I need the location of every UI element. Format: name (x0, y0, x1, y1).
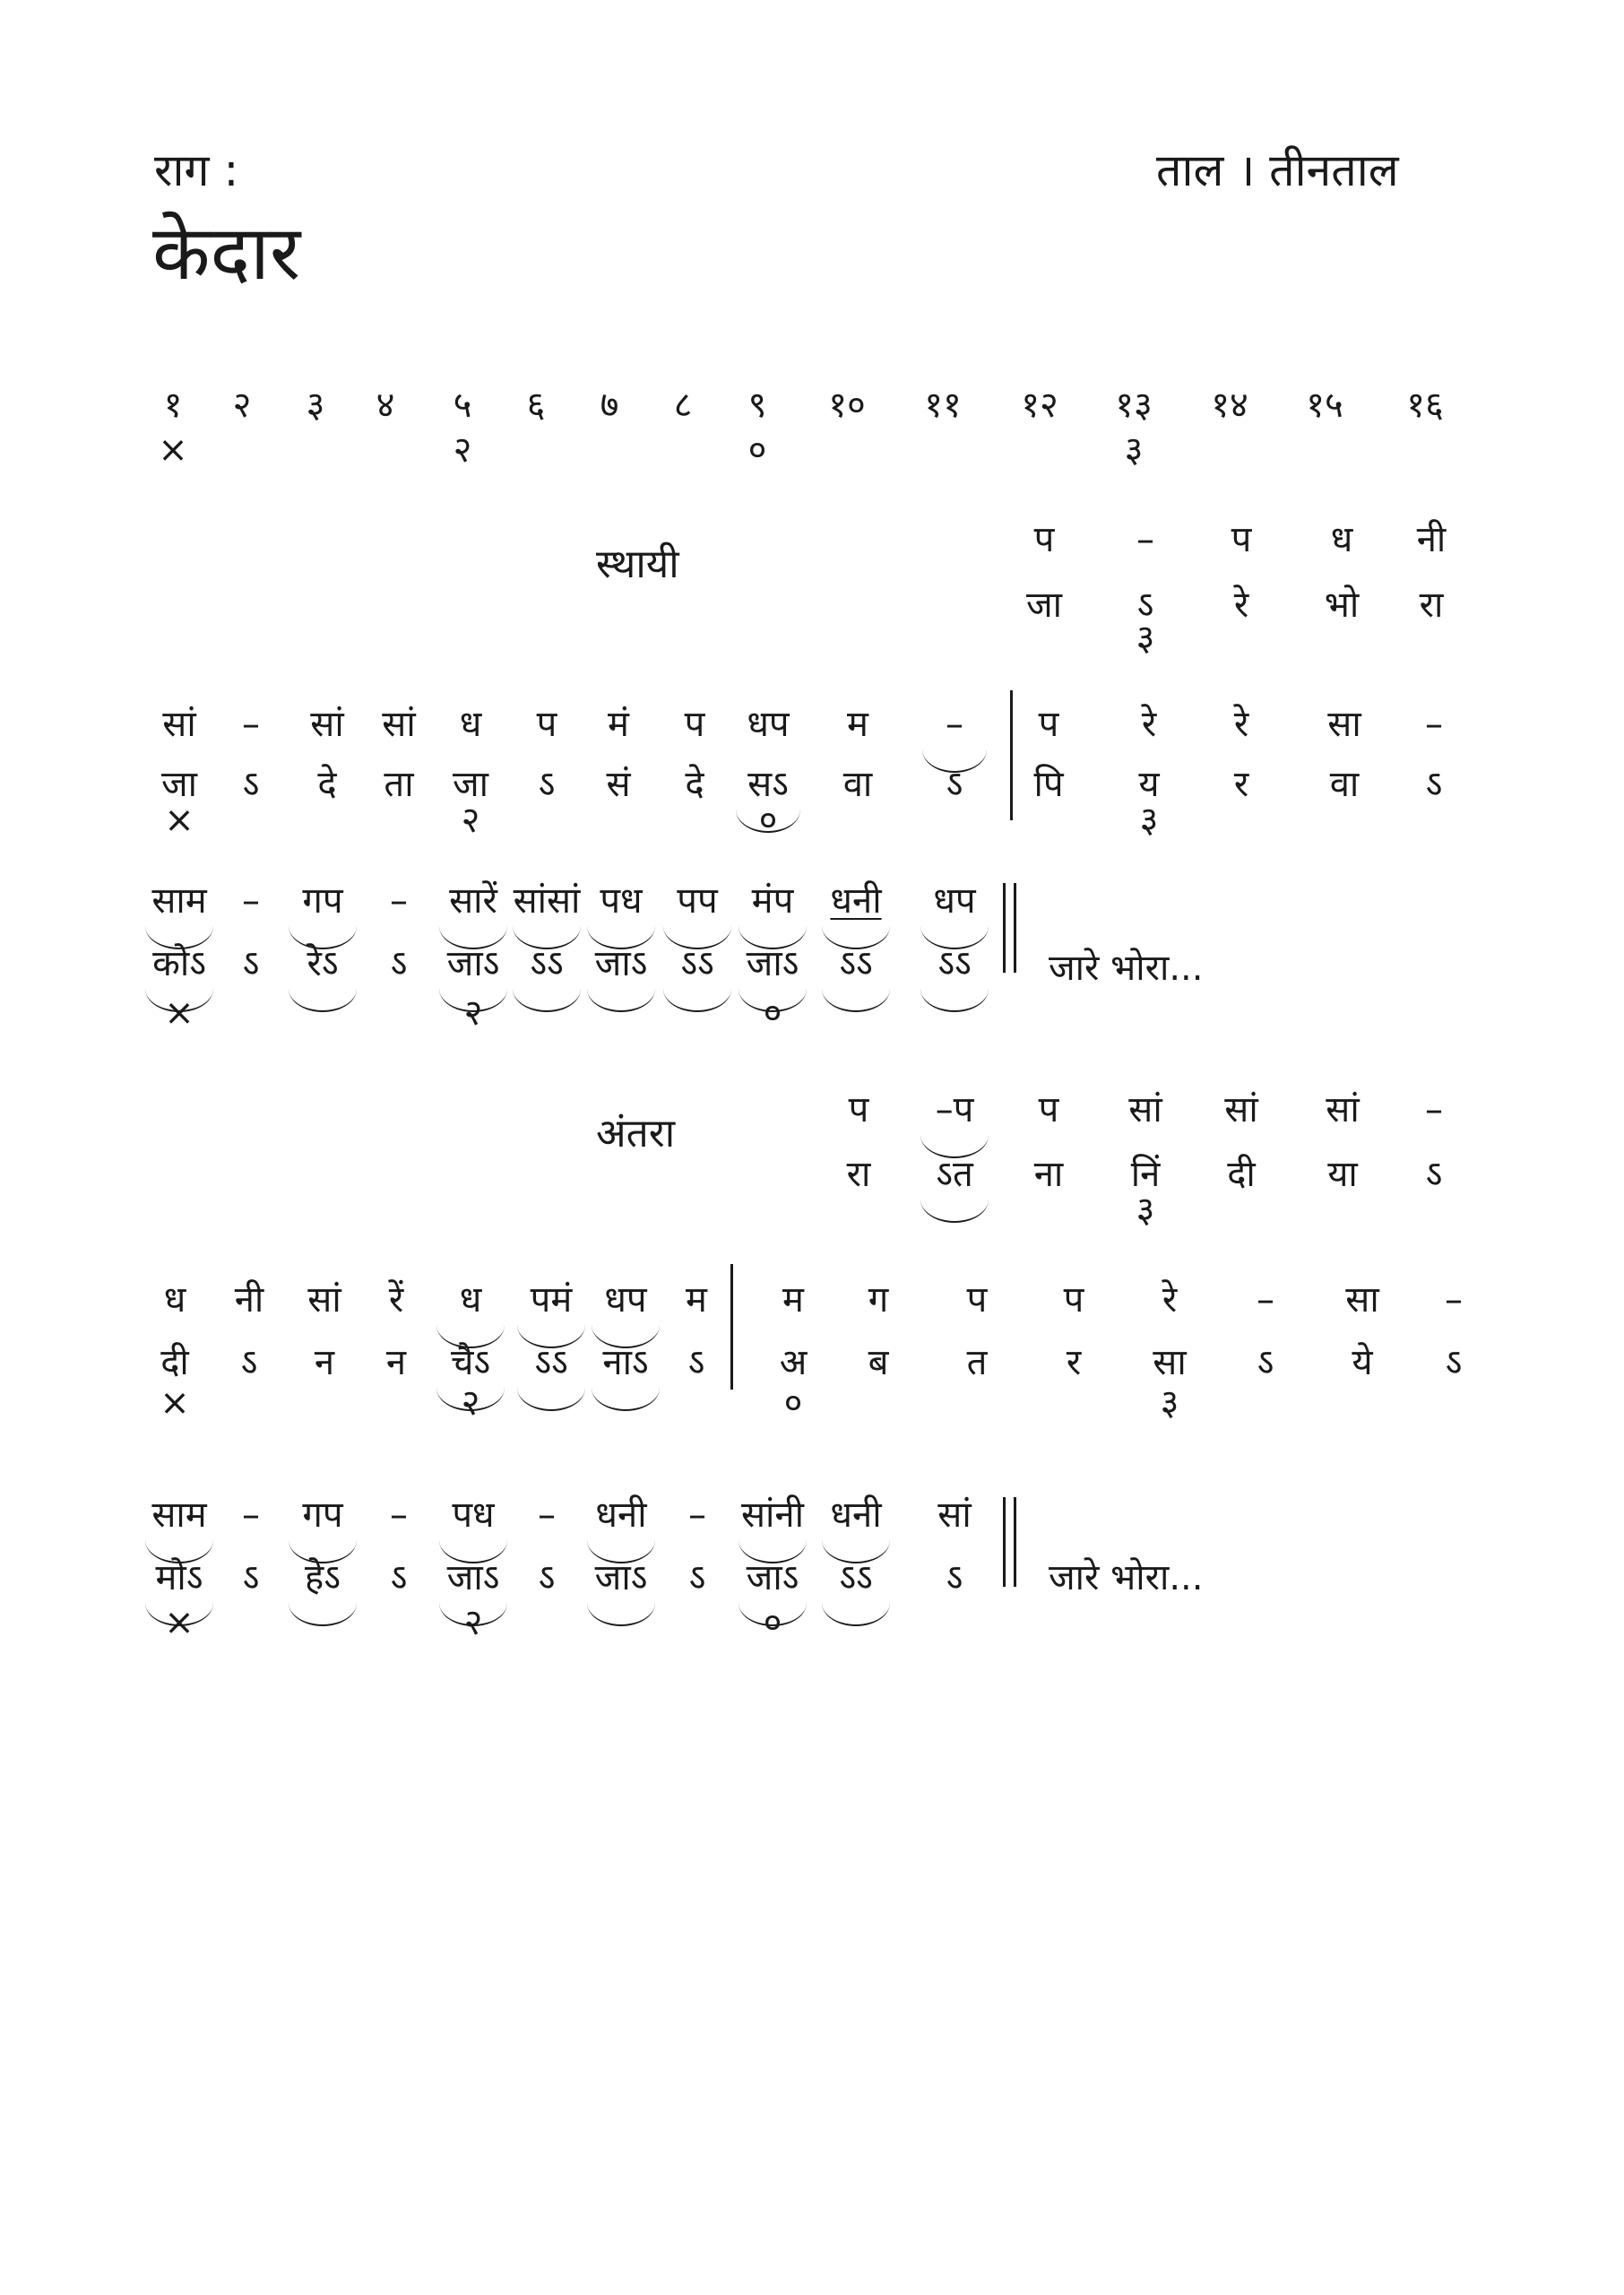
lyric-syllable: वा (842, 764, 873, 805)
lyric-syllable: ये (1352, 1342, 1373, 1383)
lyric-syllable: दे (685, 764, 704, 805)
slur-arc (739, 989, 807, 1012)
swar-note: प (1033, 519, 1055, 560)
lyric-syllable: ऽ (390, 943, 408, 984)
swar-note: प (966, 1279, 988, 1321)
swar-note: सां (937, 1494, 972, 1536)
swar-note: प (684, 704, 705, 745)
swar-note: पमं (530, 1279, 573, 1321)
lyric-syllable: या (1327, 1154, 1358, 1195)
swar-note: म (782, 1279, 804, 1321)
slur-arc (822, 989, 890, 1012)
tala-marker: ० (763, 1602, 782, 1643)
swar-note: रे (1233, 704, 1249, 745)
swar-note: धनी (830, 880, 882, 922)
swar-note: सां (1128, 1089, 1162, 1130)
swar-note: सा (1327, 704, 1361, 745)
lyric-syllable: दे (317, 764, 337, 805)
lyric-syllable: ऽ (538, 1557, 556, 1598)
slur-arc (517, 1325, 585, 1348)
slur-arc (920, 926, 989, 949)
tala-marker: ३ (1139, 800, 1159, 841)
swar-note: – (1425, 704, 1443, 745)
swar-note: साम (151, 880, 207, 922)
lyric-syllable: हेऽ (305, 1557, 341, 1598)
slur-arc (920, 1135, 989, 1158)
lyric-syllable: ऽ (1257, 1342, 1274, 1383)
swar-note: प (1063, 1279, 1084, 1321)
slur-arc (517, 1388, 585, 1411)
tala-marker: ० (758, 800, 778, 841)
slur-arc (513, 989, 581, 1012)
lyric-syllable: ऽ (946, 1557, 963, 1598)
slur-arc (920, 989, 989, 1012)
beat-number: १६ (1406, 385, 1444, 426)
swar-note: –प (935, 1089, 974, 1130)
lyric-syllable: रेऽ (307, 943, 339, 984)
beat-number: १५ (1306, 385, 1343, 426)
tala-marker: २ (461, 800, 480, 841)
tala-marker: × (164, 1602, 194, 1643)
swar-note: साम (151, 1494, 207, 1536)
swar-note: धनी (830, 1494, 882, 1536)
lyric-syllable: जाऽ (446, 1557, 500, 1598)
swar-note: – (390, 1494, 408, 1536)
taal-name: ताल । तीनताल (1156, 144, 1399, 196)
lyric-syllable: दी (1227, 1154, 1256, 1195)
lyric-syllable: ऽऽ (937, 943, 972, 984)
swar-note: – (946, 704, 963, 745)
antara-repeat-text: जारे भोरा... (1049, 1557, 1204, 1598)
beat-number: १२ (1021, 385, 1058, 426)
swar-note: – (1425, 1089, 1443, 1130)
swar-note: – (242, 880, 260, 922)
lyric-syllable: जाऽ (446, 943, 500, 984)
lyric-syllable: जाऽ (594, 943, 648, 984)
lyric-syllable: रे (1233, 585, 1249, 626)
slur-arc (587, 1603, 655, 1626)
lyric-syllable: भो (1324, 585, 1360, 626)
lyric-syllable: ऽ (688, 1557, 706, 1598)
lyric-syllable: जाऽ (594, 1557, 648, 1598)
lyric-syllable: चैऽ (450, 1342, 491, 1383)
swar-note: – (1136, 519, 1154, 560)
tala-marker: ३ (1160, 1382, 1179, 1424)
raag-label: राग : (154, 144, 239, 196)
lyric-syllable: न (314, 1342, 335, 1383)
slur-arc (289, 1603, 357, 1626)
swar-note: धप (747, 704, 790, 745)
swar-note: – (242, 704, 260, 745)
lyric-syllable: ऽ (242, 764, 260, 805)
tala-marker: × (158, 429, 188, 471)
lyric-syllable: ऽ (240, 1342, 258, 1383)
swar-note: पध (600, 880, 643, 922)
swar-note: प (848, 1089, 869, 1130)
slur-arc (289, 989, 357, 1012)
double-bar-line (1014, 883, 1016, 973)
slur-arc (920, 1199, 989, 1223)
swar-note: प (1038, 1089, 1059, 1130)
swar-note: ध (163, 1279, 186, 1321)
beat-number: ९ (747, 385, 767, 426)
swar-note: सारें (449, 880, 497, 922)
lyric-syllable: ऽत (936, 1154, 973, 1195)
double-bar-line (1003, 883, 1006, 973)
lyric-syllable: कोऽ (152, 943, 206, 984)
tala-marker: × (164, 992, 194, 1034)
swar-note: ध (1330, 519, 1353, 560)
lyric-syllable: दी (160, 1342, 189, 1383)
beat-number: ६ (526, 385, 546, 426)
swar-note: सां (307, 1279, 341, 1321)
beat-number: ३ (306, 385, 325, 426)
swar-note: सा (1345, 1279, 1379, 1321)
slur-arc (663, 926, 731, 949)
lyric-syllable: मोऽ (155, 1557, 203, 1598)
lyric-syllable: ब (868, 1342, 889, 1383)
lyric-syllable: अ (779, 1342, 808, 1383)
lyric-syllable: जा (1025, 585, 1063, 626)
swar-note: गप (302, 1494, 343, 1536)
lyric-syllable: ऽ (1445, 1342, 1463, 1383)
swar-note: रे (1162, 1279, 1178, 1321)
beat-number: १३ (1115, 385, 1153, 426)
tala-marker: २ (453, 429, 472, 471)
beat-number: ५ (453, 385, 472, 426)
lyric-syllable: ऽ (687, 1342, 705, 1383)
lyric-syllable: ऽ (946, 764, 963, 805)
lyric-syllable: जाऽ (746, 1557, 799, 1598)
swar-note: – (242, 1494, 260, 1536)
swar-note: – (390, 880, 408, 922)
slur-arc (663, 989, 731, 1012)
swar-note: ध (459, 704, 482, 745)
lyric-syllable: रा (846, 1154, 871, 1195)
tala-marker: २ (461, 1382, 480, 1424)
beat-number: ४ (376, 385, 395, 426)
swar-note: सां (382, 704, 416, 745)
tala-marker: २ (463, 1602, 483, 1643)
lyric-syllable: ऽऽ (680, 943, 714, 984)
lyric-syllable: ऽ (1136, 585, 1154, 626)
slur-arc (822, 1603, 890, 1626)
lyric-syllable: ऽ (242, 943, 260, 984)
lyric-syllable: ऽऽ (839, 1557, 873, 1598)
swar-note: ग (868, 1279, 889, 1321)
slur-arc (592, 1388, 660, 1411)
double-bar-line (1003, 1497, 1006, 1587)
lyric-syllable: र (1233, 764, 1249, 805)
lyric-syllable: सं (606, 764, 631, 805)
swar-note: गप (302, 880, 343, 922)
slur-arc (289, 926, 357, 949)
slur-arc (736, 810, 800, 833)
swar-note: नी (1416, 519, 1447, 560)
tala-marker: ० (747, 429, 767, 471)
tala-marker: ३ (1124, 429, 1144, 471)
slur-arc (439, 989, 507, 1012)
slur-arc (436, 1388, 505, 1411)
beat-number: २ (232, 385, 252, 426)
beat-number: १ (163, 385, 183, 426)
double-bar-line (1014, 1497, 1016, 1587)
lyric-syllable: ता (384, 764, 414, 805)
tala-marker: × (160, 1382, 190, 1424)
bar-line (730, 1264, 733, 1390)
swar-note: – (1445, 1279, 1463, 1321)
tala-marker: × (164, 800, 194, 841)
swar-note: सां (1224, 1089, 1258, 1130)
slur-arc (436, 1325, 505, 1348)
swar-note: प (536, 704, 557, 745)
swar-note: म (847, 704, 868, 745)
swar-note: पप (677, 880, 718, 922)
swar-note: धनी (595, 1494, 647, 1536)
lyric-syllable: नाऽ (602, 1342, 649, 1383)
raag-name: केदार (152, 209, 301, 297)
sthayi-title: स्थायी (596, 541, 679, 587)
antara-title: अंतरा (596, 1111, 676, 1156)
swar-note: सां (310, 704, 344, 745)
tala-marker: ० (763, 992, 782, 1034)
lyric-syllable: ऽऽ (534, 1342, 568, 1383)
slur-arc (922, 749, 987, 773)
swar-note: रें (388, 1279, 404, 1321)
swar-note: पध (452, 1494, 495, 1536)
lyric-syllable: रा (1419, 585, 1444, 626)
swar-note: प (1038, 704, 1059, 745)
lyric-syllable: ऽ (1425, 764, 1443, 805)
swar-note: म (686, 1279, 707, 1321)
beat-number: १० (828, 385, 866, 426)
lyric-syllable: ऽ (1425, 1154, 1443, 1195)
swar-note: – (1257, 1279, 1274, 1321)
lyric-syllable: ऽऽ (839, 943, 873, 984)
beat-number: ७ (600, 385, 619, 426)
lyric-syllable: ऽ (242, 1557, 260, 1598)
swar-note: नी (234, 1279, 264, 1321)
bar-line (1010, 690, 1013, 820)
lyric-syllable: जाऽ (746, 943, 799, 984)
lyric-syllable: सा (1153, 1342, 1187, 1383)
slur-arc (289, 1540, 357, 1563)
swar-note: ध (459, 1279, 482, 1321)
slur-arc (587, 989, 655, 1012)
swar-note: सां (162, 704, 196, 745)
slur-arc (822, 1540, 890, 1563)
swar-note: मं (608, 704, 629, 745)
tala-marker: २ (463, 992, 483, 1034)
swar-note: सां (1326, 1089, 1360, 1130)
swar-note: मंप (751, 880, 794, 922)
lyric-syllable: निं (1130, 1154, 1161, 1195)
beat-number: १४ (1211, 385, 1248, 426)
sthayi-repeat-text: जारे भोरा... (1049, 948, 1204, 989)
swar-note: रे (1141, 704, 1157, 745)
lyric-syllable: पि (1033, 764, 1064, 805)
lyric-syllable: त (966, 1342, 988, 1383)
tala-marker: ३ (1136, 1190, 1155, 1231)
beat-number: ११ (924, 385, 962, 426)
tala-marker: ३ (1136, 618, 1155, 659)
swar-note: सांनी (741, 1494, 804, 1536)
lyric-syllable: सऽ (747, 764, 789, 805)
lyric-syllable: ऽऽ (530, 943, 564, 984)
swar-note: धप (604, 1279, 647, 1321)
lyric-syllable: र (1066, 1342, 1082, 1383)
swar-note: – (538, 1494, 556, 1536)
lyric-syllable: न (385, 1342, 407, 1383)
swar-note: धप (933, 880, 976, 922)
lyric-syllable: वा (1329, 764, 1360, 805)
lyric-syllable: ऽ (390, 1557, 408, 1598)
slur-arc (145, 1603, 213, 1626)
lyric-syllable: ना (1033, 1154, 1064, 1195)
lyric-syllable: य (1138, 764, 1160, 805)
slur-arc (739, 1603, 807, 1626)
lyric-syllable: जा (160, 764, 198, 805)
slur-arc (513, 926, 581, 949)
beat-number: ८ (673, 385, 693, 426)
swar-note: – (688, 1494, 706, 1536)
tala-marker: ० (783, 1382, 803, 1424)
lyric-syllable: जा (452, 764, 489, 805)
lyric-syllable: ऽ (538, 764, 556, 805)
slur-arc (439, 1603, 507, 1626)
slur-arc (145, 989, 213, 1012)
swar-note: प (1231, 519, 1252, 560)
swar-note: सांसां (513, 880, 581, 922)
slur-arc (822, 926, 890, 949)
